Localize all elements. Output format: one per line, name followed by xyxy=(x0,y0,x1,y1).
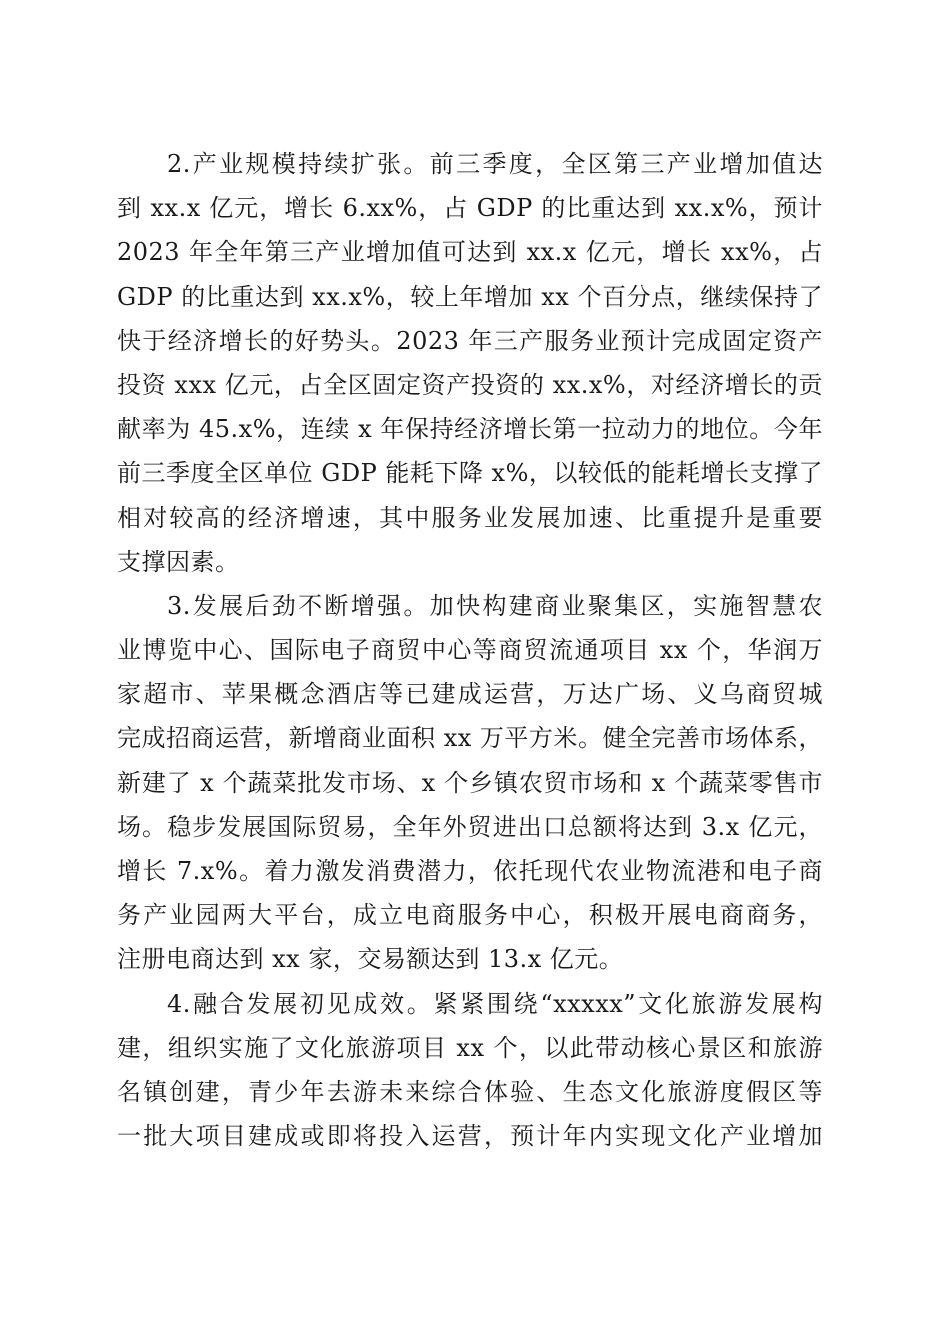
text-line: 家超市、苹果概念酒店等已建成运营，万达广场、义乌商贸城 xyxy=(117,680,823,709)
text-line: 相对较高的经济增速，其中服务业发展加速、比重提升是重要 xyxy=(117,503,823,532)
text-line: 注册电商达到 xx 家，交易额达到 13.x 亿元。 xyxy=(117,945,624,974)
text-line: 投资 xxx 亿元，占全区固定资产投资的 xx.x%，对经济增长的贡 xyxy=(117,370,823,399)
document-page xyxy=(117,142,823,1158)
text-line: 4.融合发展初见成效。紧紧围绕“xxxxx”文化旅游发展构 xyxy=(167,989,823,1018)
text-line: 3.发展后劲不断增强。加快构建商业聚集区，实施智慧农 xyxy=(167,591,823,620)
text-line: 2.产业规模持续扩张。前三季度，全区第三产业增加值达 xyxy=(167,150,823,178)
text-line: 一批大项目建成或即将投入运营，预计年内实现文化产业增加 xyxy=(117,1122,823,1151)
text-line: 增长 7.x%。着力激发消费潜力，依托现代农业物流港和电子商 xyxy=(117,857,823,885)
text-line: 2023 年全年第三产业增加值可达到 xx.x 亿元，增长 xx%，占 xyxy=(117,238,823,267)
text-line: 业博览中心、国际电子商贸中心等商贸流通项目 xx 个，华润万 xyxy=(117,636,823,665)
text-line: 献率为 45.x%，连续 x 年保持经济增长第一拉动力的地位。今年 xyxy=(117,415,823,444)
text-line: 场。稳步发展国际贸易，全年外贸进出口总额将达到 3.x 亿元， xyxy=(117,812,823,841)
text-line: 前三季度全区单位 GDP 能耗下降 x%，以较低的能耗增长支撑了 xyxy=(117,459,823,488)
text-line: 快于经济增长的好势头。2023 年三产服务业预计完成固定资产 xyxy=(117,326,823,355)
text-line: 务产业园两大平台，成立电商服务中心，积极开展电商商务， xyxy=(117,901,823,930)
text-line: 新建了 x 个蔬菜批发市场、x 个乡镇农贸市场和 x 个蔬菜零售市 xyxy=(117,768,823,797)
text-line: 名镇创建，青少年去游未来综合体验、生态文化旅游度假区等 xyxy=(117,1077,823,1106)
text-line: GDP 的比重达到 xx.x%，较上年增加 xx 个百分点，继续保持了 xyxy=(117,282,823,311)
text-line: 到 xx.x 亿元，增长 6.xx%，占 GDP 的比重达到 xx.x%，预计 xyxy=(117,194,823,223)
text-line: 完成招商运营，新增商业面积 xx 万平方米。健全完善市场体系， xyxy=(117,724,823,753)
paragraph-development-momentum xyxy=(117,584,823,982)
paragraph-integrated-development xyxy=(117,982,823,1159)
paragraph-industry-scale xyxy=(117,142,823,584)
text-line: 建，组织实施了文化旅游项目 xx 个，以此带动核心景区和旅游 xyxy=(117,1033,823,1062)
text-line: 支撑因素。 xyxy=(117,547,240,576)
